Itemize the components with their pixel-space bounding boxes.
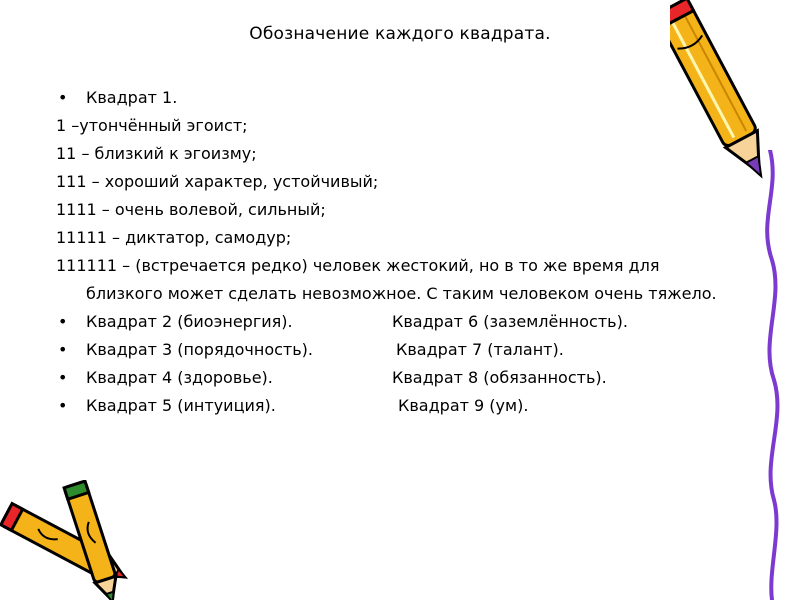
content-list: [56, 84, 736, 420]
bullet-icon: •: [58, 340, 68, 359]
list-item: [56, 112, 736, 140]
list-item: [56, 308, 736, 336]
square-left-text: Квадрат 3 (порядочность).: [86, 340, 313, 359]
list-item: [56, 196, 736, 224]
list-item: [56, 392, 736, 420]
list-item: [56, 224, 736, 252]
pencils-icon: [0, 480, 170, 600]
list-item: [56, 252, 736, 308]
square-left-text: Квадрат 2 (биоэнергия).: [86, 312, 293, 331]
slide-title: Обозначение каждого квадрата.: [249, 24, 551, 44]
list-item-text: 11 – близкий к эгоизму;: [56, 144, 257, 163]
bullet-icon: •: [58, 396, 68, 415]
bullet-icon: •: [58, 312, 68, 331]
list-item: [56, 336, 736, 364]
list-item-text: 11111 – диктатор, самодур;: [56, 228, 292, 247]
list-item-text: 111111 – (встречается редко) человек жестокий, но в то же время для близкого может сделать невозможное. С таким человеком очень тяжело.: [56, 256, 717, 303]
bullet-icon: •: [58, 368, 68, 387]
list-item-text: 1111 – очень волевой, сильный;: [56, 200, 326, 219]
square-right-text: Квадрат 7 (талант).: [396, 340, 564, 359]
wavy-line-icon: [740, 150, 800, 600]
square-left-text: Квадрат 4 (здоровье).: [86, 368, 273, 387]
list-item-text: Квадрат 1.: [86, 88, 178, 107]
bullet-icon: •: [58, 88, 68, 107]
square-right-text: Квадрат 9 (ум).: [398, 396, 529, 415]
list-item: [56, 168, 736, 196]
list-item: [56, 140, 736, 168]
square-left-text: Квадрат 5 (интуиция).: [86, 396, 276, 415]
list-item: [56, 364, 736, 392]
square-right-text: Квадрат 8 (обязанность).: [392, 368, 607, 387]
square-right-text: Квадрат 6 (заземлённость).: [392, 312, 628, 331]
list-item-text: 1 –утончённый эгоист;: [56, 116, 248, 135]
list-item: [56, 84, 736, 112]
list-item-text: 111 – хороший характер, устойчивый;: [56, 172, 379, 191]
